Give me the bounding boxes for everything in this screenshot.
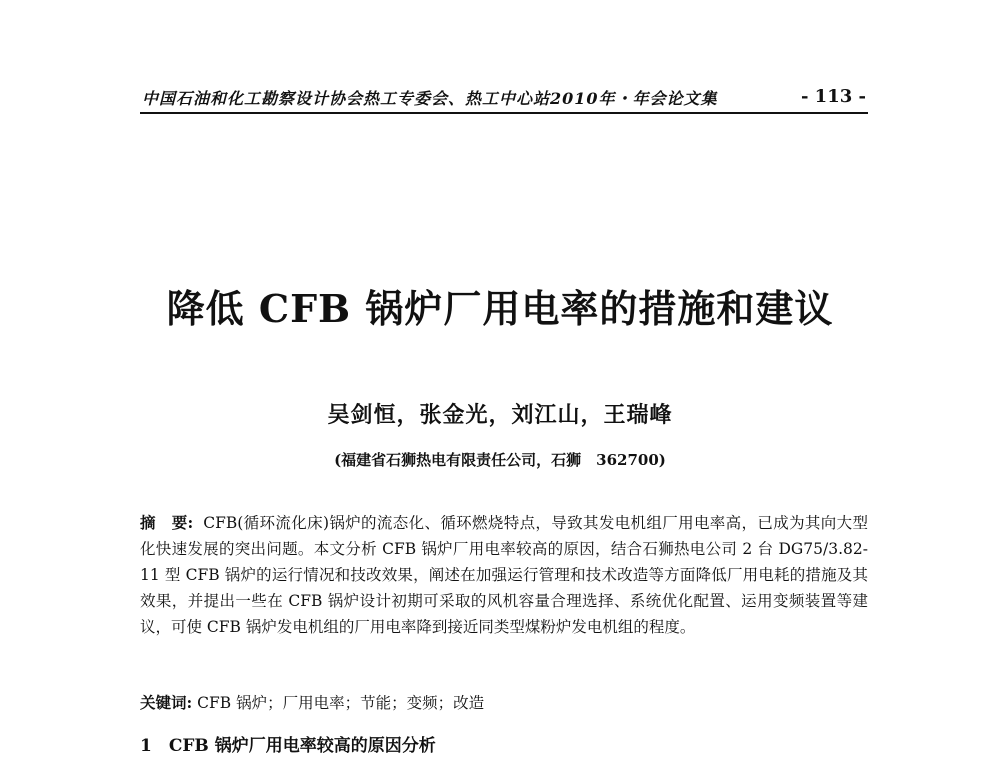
abstract <box>140 510 868 640</box>
keywords-label: 关键词: <box>140 693 193 712</box>
keywords <box>140 690 868 716</box>
paper-title: 降低 CFB 锅炉厂用电率的措施和建议 <box>166 286 834 331</box>
section-heading: 1 CFB 锅炉厂用电率较高的原因分析 <box>140 736 436 756</box>
header-journal-title: 中国石油和化工勘察设计协会热工专委会、热工中心站2010年・年会论文集 <box>142 89 718 108</box>
running-header <box>140 86 868 114</box>
header-page-number: - 113 - <box>800 86 866 107</box>
author-list: 吴剑恒，张金光，刘江山，王瑞峰 <box>327 402 673 428</box>
abstract-text: CFB(循环流化床)锅炉的流态化、循环燃烧特点，导致其发电机组厂用电率高，已成为其向大型化快速发展的突出问题。本文分析 CFB 锅炉厂用电率较高的原因，结合石狮热电公司 2 台 DG75/3.82-11 型 CFB 锅炉的运行情况和技改效果，阐述在加强运行管理和技术改造等方面降低厂用电耗的措施及其效果，并提出一些在 CFB 锅炉设计初期可采取的风机容量合理选择、系统优化配置、运用变频装置等建议，可使 CFB 锅炉发电机组的厂用电率降到接近同类型煤粉炉发电机组的程度。 <box>140 514 868 636</box>
author-affiliation: (福建省石狮热电有限责任公司，石狮 362700) <box>334 451 666 469</box>
abstract-label: 摘 要: <box>140 513 194 532</box>
keywords-text: CFB 锅炉；厂用电率；节能；变频；改造 <box>197 694 485 712</box>
